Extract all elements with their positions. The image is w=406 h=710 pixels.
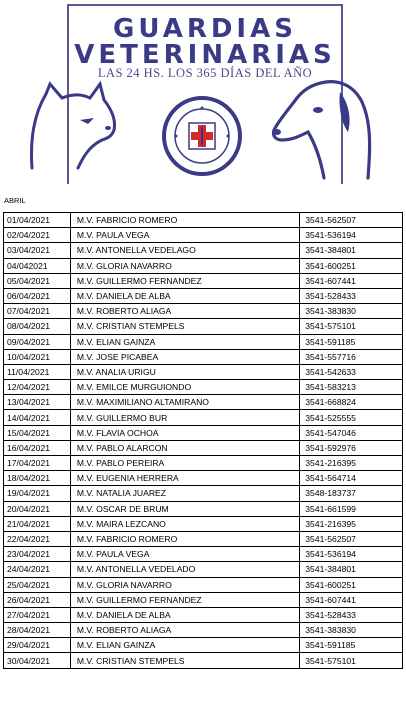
phone-cell: 3548-183737 <box>300 486 403 501</box>
date-cell: 06/04/2021 <box>4 288 71 303</box>
vet-name-cell: M.V. GUILLERMO BUR <box>70 410 299 425</box>
date-cell: 13/04/2021 <box>4 395 71 410</box>
vet-name-cell: M.V. ELIAN GAINZA <box>70 334 299 349</box>
table-row <box>4 440 403 455</box>
veterinary-circle-seal-icon <box>162 96 242 176</box>
vet-name-cell: M.V. CRISTIAN STEMPELS <box>70 653 299 668</box>
date-cell: 23/04/2021 <box>4 547 71 562</box>
vet-name-cell: M.V. OSCAR DE BRUM <box>70 501 299 516</box>
phone-cell: 3541-600251 <box>300 577 403 592</box>
vet-name-cell: M.V. GUILLERMO FERNANDEZ <box>70 273 299 288</box>
vet-name-cell: M.V. PAULA VEGA <box>70 547 299 562</box>
vet-name-cell: M.V. JOSE PICABEA <box>70 349 299 364</box>
month-label: ABRIL <box>4 196 26 205</box>
phone-cell: 3541-592976 <box>300 440 403 455</box>
vet-name-cell: M.V. FLAVIA OCHOA <box>70 425 299 440</box>
table-row <box>4 592 403 607</box>
dog-silhouette-icon <box>268 72 378 182</box>
date-cell: 19/04/2021 <box>4 486 71 501</box>
phone-cell: 3541-383830 <box>300 304 403 319</box>
date-cell: 15/04/2021 <box>4 425 71 440</box>
date-cell: 04/042021 <box>4 258 71 273</box>
table-row <box>4 516 403 531</box>
date-cell: 18/04/2021 <box>4 471 71 486</box>
table-row <box>4 531 403 546</box>
vet-name-cell: M.V. GUILLERMO FERNANDEZ <box>70 592 299 607</box>
phone-cell: 3541-591185 <box>300 638 403 653</box>
phone-cell: 3541-607441 <box>300 273 403 288</box>
date-cell: 02/04/2021 <box>4 228 71 243</box>
date-cell: 07/04/2021 <box>4 304 71 319</box>
phone-cell: 3541-583213 <box>300 380 403 395</box>
title-line-1: GUARDIAS <box>113 14 297 44</box>
phone-cell: 3541-591185 <box>300 334 403 349</box>
date-cell: 12/04/2021 <box>4 380 71 395</box>
date-cell: 03/04/2021 <box>4 243 71 258</box>
cat-silhouette-icon <box>28 80 128 170</box>
table-row <box>4 486 403 501</box>
phone-cell: 3541-575101 <box>300 653 403 668</box>
table-row <box>4 562 403 577</box>
phone-cell: 3541-562507 <box>300 531 403 546</box>
vet-name-cell: M.V. ROBERTO ALIAGA <box>70 623 299 638</box>
table-row <box>4 607 403 622</box>
table-row <box>4 623 403 638</box>
phone-cell: 3541-536194 <box>300 547 403 562</box>
date-cell: 05/04/2021 <box>4 273 71 288</box>
table-row <box>4 334 403 349</box>
vet-name-cell: M.V. GLORIA NAVARRO <box>70 258 299 273</box>
date-cell: 29/04/2021 <box>4 638 71 653</box>
phone-cell: 3541-564714 <box>300 471 403 486</box>
table-row <box>4 349 403 364</box>
table-row <box>4 304 403 319</box>
phone-cell: 3541-528433 <box>300 288 403 303</box>
phone-cell: 3541-607441 <box>300 592 403 607</box>
date-cell: 24/04/2021 <box>4 562 71 577</box>
date-cell: 27/04/2021 <box>4 607 71 622</box>
vet-name-cell: M.V. ANALIA URIGU <box>70 364 299 379</box>
vet-name-cell: M.V. ROBERTO ALIAGA <box>70 304 299 319</box>
table-row <box>4 501 403 516</box>
date-cell: 30/04/2021 <box>4 653 71 668</box>
phone-cell: 3541-383830 <box>300 623 403 638</box>
vet-name-cell: M.V. FABRICIO ROMERO <box>70 213 299 228</box>
phone-cell: 3541-600251 <box>300 258 403 273</box>
table-row <box>4 228 403 243</box>
table-row <box>4 547 403 562</box>
table-row <box>4 319 403 334</box>
vet-name-cell: M.V. MAIRA LEZCANO <box>70 516 299 531</box>
date-cell: 21/04/2021 <box>4 516 71 531</box>
vet-name-cell: M.V. EMILCE MURGUIONDO <box>70 380 299 395</box>
vet-name-cell: M.V. NATALIA JUAREZ <box>70 486 299 501</box>
date-cell: 17/04/2021 <box>4 456 71 471</box>
table-row <box>4 577 403 592</box>
header-banner <box>0 0 406 192</box>
vet-name-cell: M.V. GLORIA NAVARRO <box>70 577 299 592</box>
phone-cell: 3541-536194 <box>300 228 403 243</box>
vet-name-cell: M.V. ANTONELLA VEDELAGO <box>70 243 299 258</box>
table-row <box>4 213 403 228</box>
vet-name-cell: M.V. PABLO ALARCON <box>70 440 299 455</box>
subtitle: LAS 24 HS. LOS 365 DÍAS DEL AÑO <box>97 66 313 80</box>
phone-cell: 3541-661599 <box>300 501 403 516</box>
phone-cell: 3541-525555 <box>300 410 403 425</box>
date-cell: 10/04/2021 <box>4 349 71 364</box>
phone-cell: 3541-216395 <box>300 456 403 471</box>
table-row <box>4 471 403 486</box>
on-call-schedule-table <box>3 212 403 669</box>
phone-cell: 3541-216395 <box>300 516 403 531</box>
vet-name-cell: M.V. PABLO PEREIRA <box>70 456 299 471</box>
phone-cell: 3541-384801 <box>300 243 403 258</box>
table-row <box>4 258 403 273</box>
vet-name-cell: M.V. DANIELA DE ALBA <box>70 288 299 303</box>
vet-name-cell: M.V. EUGENIA HERRERA <box>70 471 299 486</box>
phone-cell: 3541-528433 <box>300 607 403 622</box>
date-cell: 26/04/2021 <box>4 592 71 607</box>
date-cell: 08/04/2021 <box>4 319 71 334</box>
date-cell: 20/04/2021 <box>4 501 71 516</box>
vet-name-cell: M.V. CRISTIAN STEMPELS <box>70 319 299 334</box>
date-cell: 28/04/2021 <box>4 623 71 638</box>
phone-cell: 3541-562507 <box>300 213 403 228</box>
phone-cell: 3541-547046 <box>300 425 403 440</box>
vet-name-cell: M.V. ELIAN GAINZA <box>70 638 299 653</box>
vet-name-cell: M.V. DANIELA DE ALBA <box>70 607 299 622</box>
vet-name-cell: M.V. ANTONELLA VEDELADO <box>70 562 299 577</box>
date-cell: 09/04/2021 <box>4 334 71 349</box>
table-row <box>4 425 403 440</box>
table-row <box>4 638 403 653</box>
table-row <box>4 364 403 379</box>
phone-cell: 3541-557716 <box>300 349 403 364</box>
title-line-2: VETERINARIAS <box>74 40 336 70</box>
phone-cell: 3541-542633 <box>300 364 403 379</box>
table-row <box>4 653 403 668</box>
date-cell: 25/04/2021 <box>4 577 71 592</box>
date-cell: 16/04/2021 <box>4 440 71 455</box>
date-cell: 22/04/2021 <box>4 531 71 546</box>
table-row <box>4 288 403 303</box>
table-row <box>4 456 403 471</box>
phone-cell: 3541-668824 <box>300 395 403 410</box>
vet-name-cell: M.V. PAULA VEGA <box>70 228 299 243</box>
date-cell: 14/04/2021 <box>4 410 71 425</box>
date-cell: 01/04/2021 <box>4 213 71 228</box>
vet-name-cell: M.V. FABRICIO ROMERO <box>70 531 299 546</box>
phone-cell: 3541-384801 <box>300 562 403 577</box>
date-cell: 11/04/2021 <box>4 364 71 379</box>
table-row <box>4 380 403 395</box>
phone-cell: 3541-575101 <box>300 319 403 334</box>
table-row <box>4 273 403 288</box>
table-row <box>4 410 403 425</box>
vet-name-cell: M.V. MAXIMILIANO ALTAMIRANO <box>70 395 299 410</box>
table-row <box>4 243 403 258</box>
table-row <box>4 395 403 410</box>
